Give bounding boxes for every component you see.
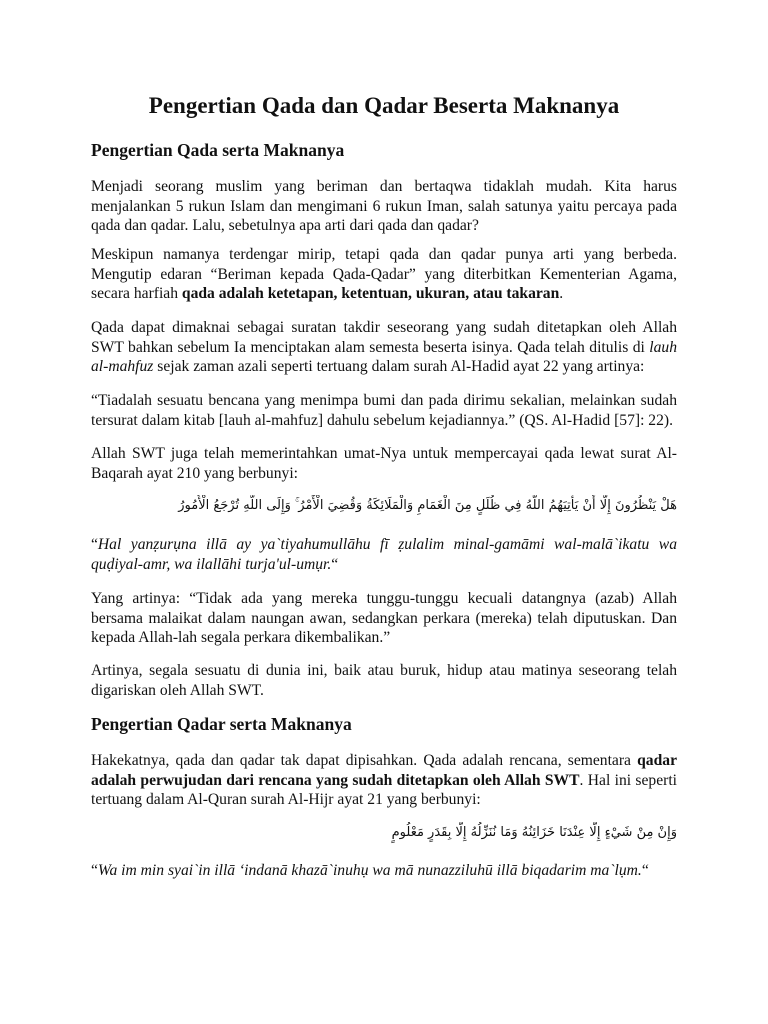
quote-mark: “ bbox=[91, 862, 98, 879]
paragraph-text: . Hal ini seperti tertuang dalam Al-Quran surah Al-Hijr ayat 21 yang berbunyi: bbox=[91, 771, 677, 808]
section-heading-qadar: Pengertian Qadar serta Maknanya bbox=[91, 714, 352, 734]
paragraph-al-baqarah: Allah SWT juga telah memerintahkan umat-Nya untuk mempercayai qada lewat surat Al-Baqarah ayat 210 yang berbunyi: bbox=[91, 445, 677, 482]
arabic-verse-al-baqarah: هَلْ يَنْظُرُونَ إِلَّا أَنْ يَأْتِيَهُمُ اللَّهُ فِي ظُلَلٍ مِنَ الْغَمَامِ وَالْمَلَائِكَةُ وَقُضِيَ الْأَمْرُ ۚ وَإِلَى اللَّهِ تُرْجَعُ الْأُمُورُ bbox=[178, 498, 677, 513]
document-title: Pengertian Qada dan Qadar Beserta Maknanya bbox=[148, 93, 620, 118]
transliteration-text: Hal yanẓurụna illā ay ya`tiyahumullāhu fī ẓulalim minal-gamāmi wal-malā`ikatu wa quḍiyal-amr, wa ilallāhi turja'ul-umụr. bbox=[91, 536, 677, 573]
paragraph-lauh-mahfuz bbox=[91, 318, 677, 377]
bold-definition-qadar: qadar adalah perwujudan dari rencana yang sudah ditetapkan oleh Allah SWT bbox=[91, 752, 677, 789]
transliteration-al-hijr bbox=[91, 861, 677, 881]
paragraph-text: Meskipun namanya terdengar mirip, tetapi qada dan qadar punya arti yang berbeda. Mengutip edaran “Beriman kepada Qada-Qadar” yang diterbitkan Kementerian Agama, secara harfiah bbox=[91, 246, 677, 302]
transliteration-text: Wa im min syai`in illā ‘indanā khazā`inuhụ wa mā nunazziluhū illā biqadarim ma`lụm. bbox=[97, 862, 642, 879]
quote-mark: “ bbox=[91, 536, 98, 553]
quote-al-hadid: “Tiadalah sesuatu bencana yang menimpa bumi dan pada dirimu sekalian, melainkan sudah tersurat dalam kitab [lauh al-mahfuz] dahulu sebelum kejadiannya.” (QS. Al-Hadid [57]: 22). bbox=[91, 392, 677, 429]
arabic-verse-al-hijr: وَإِنْ مِنْ شَيْءٍ إِلَّا عِنْدَنَا خَزَائِنُهُ وَمَا نُنَزِّلُهُ إِلَّا بِقَدَرٍ مَعْلُومٍ bbox=[391, 825, 677, 840]
paragraph-text: Hakekatnya, qada dan qadar tak dapat dipisahkan. Qada adalah rencana, sementara bbox=[91, 752, 638, 769]
paragraph-intro: Menjadi seorang muslim yang beriman dan bertaqwa tidaklah mudah. Kita harus menjalankan 5 rukun Islam dan mengimani 6 rukun Iman, salah satunya yaitu percaya pada qada dan qadar. Lalu, sebetulnya apa arti dari qada dan qadar? bbox=[91, 178, 677, 234]
translation-al-baqarah: Yang artinya: “Tidak ada yang mereka tunggu-tunggu kecuali datangnya (azab) Allah bersama malaikat dalam naungan awan, sedangkan perkara (mereka) telah diputuskan. Dan kepada Allah-lah segala perkara dikembalikan.” bbox=[91, 590, 677, 646]
quote-mark: “ bbox=[331, 555, 339, 573]
paragraph-text: sejak zaman azali seperti tertuang dalam surah Al-Hadid ayat 22 yang artinya: bbox=[153, 358, 645, 375]
italic-term: lauh al-mahfuz bbox=[91, 338, 677, 375]
paragraph-definition-qadar bbox=[91, 751, 677, 810]
bold-definition-qada: qada adalah ketetapan, ketentuan, ukuran, atau takaran bbox=[181, 285, 560, 302]
quote-mark: “ bbox=[641, 862, 649, 879]
paragraph-text: . bbox=[559, 285, 564, 302]
section-heading-qada: Pengertian Qada serta Maknanya bbox=[91, 140, 345, 160]
paragraph-definition-qada bbox=[91, 245, 677, 304]
paragraph-conclusion: Artinya, segala sesuatu di dunia ini, baik atau buruk, hidup atau matinya seseorang telah digariskan oleh Allah SWT. bbox=[91, 662, 677, 699]
paragraph-text: Qada dapat dimaknai sebagai suratan takdir seseorang yang sudah ditetapkan oleh Allah SWT bahkan sebelum Ia menciptakan alam semesta beserta isinya. Qada telah ditulis di bbox=[91, 319, 677, 356]
transliteration-al-baqarah bbox=[91, 535, 677, 574]
